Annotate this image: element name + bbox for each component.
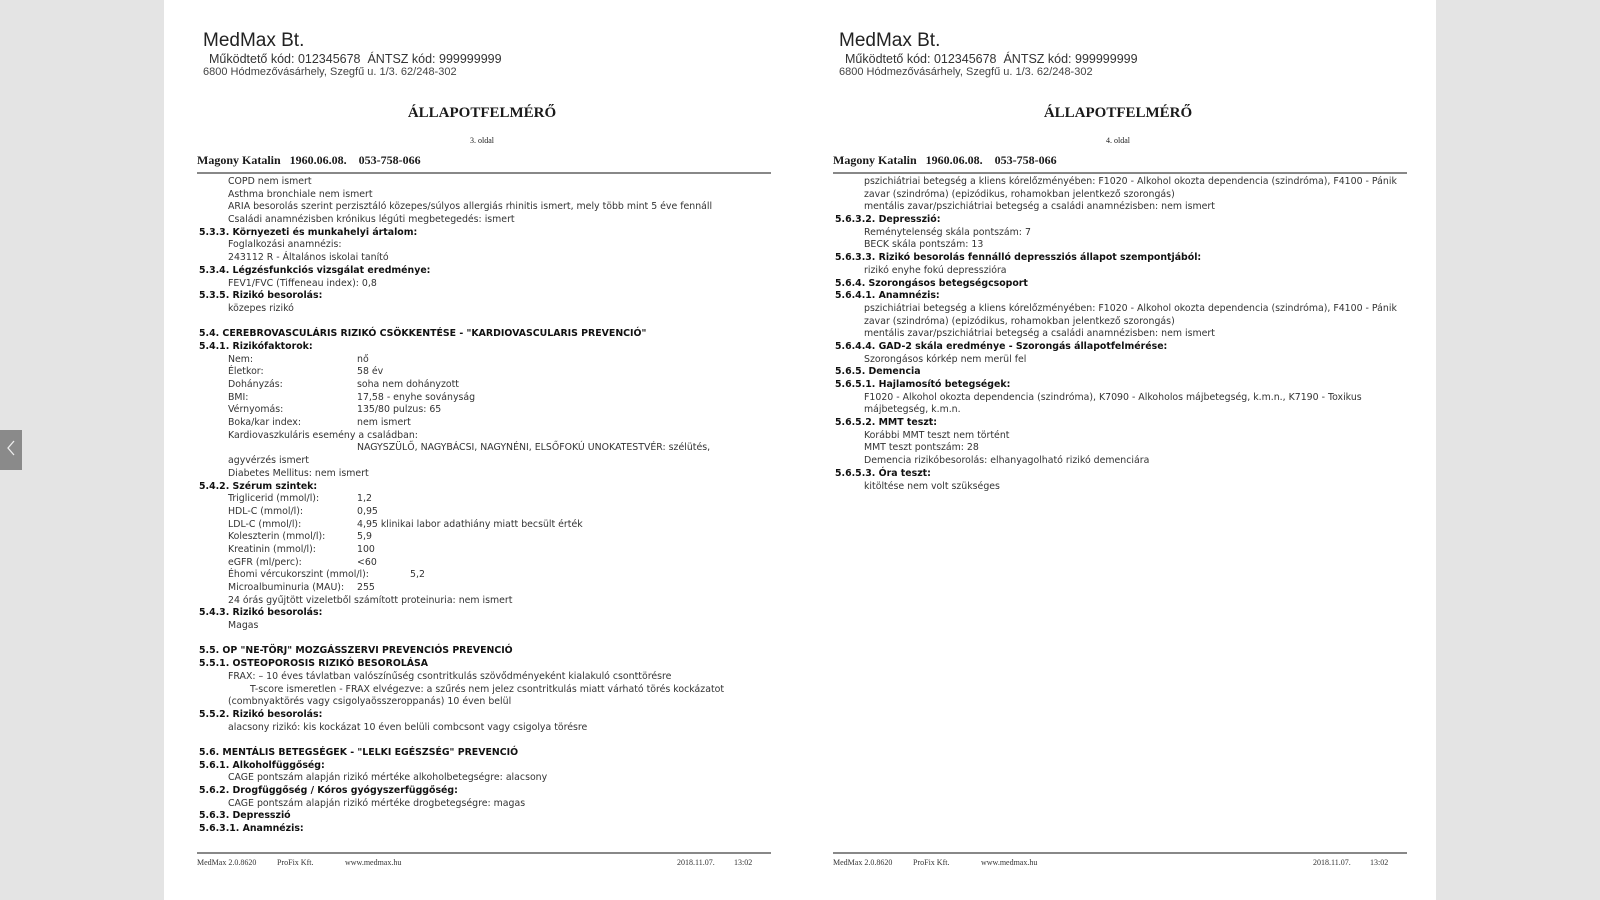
text-line: (combnyaktörés vagy csigolyaösszeroppanás) 10 éven belül: [228, 696, 512, 708]
section-heading: 5.5.1. OSTEOPOROSIS RIZIKÓ BESOROLÁSA: [199, 658, 429, 670]
text-line: mentális zavar/pszichiátriai betegség a családi anamnézisben: nem ismert: [864, 328, 1215, 340]
field-row: [197, 506, 773, 519]
field-row: [197, 366, 773, 379]
text-line: Szorongásos kórkép nem merül fel: [864, 353, 1027, 365]
text-line: Foglalkozási anamnézis:: [228, 239, 342, 251]
text-line: pszichiátriai betegség a kliens kórelőzményében: F1020 - Alkohol okozta dependencia (szindróma), F4100 - Pánik: [864, 302, 1397, 314]
company-codes: Működtető kód: 012345678 ÁNTSZ kód: 999999999: [845, 52, 1138, 66]
field-label: Éhomi vércukorszint (mmol/l):: [228, 569, 369, 581]
field-value: 135/80 pulzus: 65: [357, 404, 442, 416]
section-heading: 5.6.3. Depresszió: [199, 810, 291, 822]
spacer: [197, 734, 773, 747]
field-value: 1,2: [357, 493, 372, 505]
field-value: 58 év: [357, 366, 384, 378]
text-line: zavar (szindróma) (epizódikus, rohamokban jelentkező szorongás): [864, 188, 1175, 200]
field-row: [197, 442, 773, 455]
document-page-4: [833, 0, 1409, 900]
field-value: soha nem dohányzott: [357, 379, 459, 390]
text-line: CAGE pontszám alapján rizikó mértéke alkoholbetegségre: alacsony: [228, 772, 548, 784]
field-row: [197, 519, 773, 532]
section-heading: 5.6.1. Alkoholfüggőség:: [199, 759, 325, 771]
document-page-3: [197, 0, 773, 900]
field-value: 5,9: [357, 531, 372, 543]
footer-website: www.medmax.hu: [981, 858, 1038, 867]
footer-company: ProFix Kft.: [277, 858, 314, 867]
footer-version: MedMax 2.0.8620: [833, 858, 893, 867]
text-line: Asthma bronchiale nem ismert: [228, 188, 373, 200]
page-body: [197, 176, 773, 836]
text-line: FEV1/FVC (Tiffeneau index): 0,8: [228, 277, 377, 289]
field-row: [197, 404, 773, 417]
field-label: Kreatinin (mmol/l):: [228, 543, 316, 555]
footer-website: www.medmax.hu: [345, 858, 402, 867]
section-heading: 5.6.3.2. Depresszió:: [835, 214, 941, 226]
text-line: COPD nem ismert: [228, 176, 312, 187]
text-line: Diabetes Mellitus: nem ismert: [228, 467, 369, 479]
section-heading: 5.6.4.1. Anamnézis:: [835, 290, 940, 302]
page-body: [833, 176, 1409, 493]
section-heading: 5.5.2. Rizikó besorolás:: [199, 708, 323, 720]
spacer: [197, 633, 773, 646]
field-label: HDL-C (mmol/l):: [228, 505, 304, 517]
page-number: 4. oldal: [1106, 136, 1130, 145]
field-label: [228, 442, 357, 455]
field-value: 0,95: [357, 505, 378, 517]
header-divider: [197, 172, 771, 174]
text-line: májbetegség, k.m.n.: [864, 404, 961, 416]
field-label: BMI:: [228, 391, 249, 403]
section-heading: 5.6. MENTÁLIS BETEGSÉGEK - "LELKI EGÉSZSÉG" PREVENCIÓ: [199, 746, 519, 758]
company-address: 6800 Hódmezővásárhely, Szegfű u. 1/3. 62/248-302: [203, 66, 457, 78]
section-heading: 5.3.3. Környezeti és munkahelyi ártalom:: [199, 226, 418, 238]
text-line: Családi anamnézisben krónikus légúti megbetegedés: ismert: [228, 214, 515, 226]
text-line: CAGE pontszám alapján rizikó mértéke drogbetegségre: magas: [228, 797, 526, 809]
field-row: [197, 544, 773, 557]
field-row: [197, 417, 773, 430]
spacer: [197, 316, 773, 329]
text-line: 243112 R - Általános iskolai tanító: [228, 252, 389, 264]
page-number: 3. oldal: [470, 136, 494, 145]
field-label: LDL-C (mmol/l):: [228, 518, 302, 530]
document-title: ÁLLAPOTFELMÉRŐ: [1043, 105, 1193, 121]
field-value: 255: [357, 582, 375, 593]
field-value: nő: [357, 353, 369, 365]
field-label: Microalbuminuria (MAU):: [228, 582, 345, 593]
footer-time: 13:02: [1370, 858, 1389, 867]
section-heading: 5.6.3.3. Rizikó besorolás fennálló depressziós állapot szempontjából:: [835, 252, 1202, 264]
text-line: kitöltése nem volt szükséges: [864, 480, 1000, 492]
text-line: pszichiátriai betegség a kliens kórelőzményében: F1020 - Alkohol okozta dependencia (szindróma), F4100 - Pánik: [864, 176, 1397, 187]
field-label: Koleszterin (mmol/l):: [228, 531, 326, 543]
text-line: F1020 - Alkohol okozta dependencia (szindróma), K7090 - Alkoholos májbetegség, k.m.n., K7190 - Toxikus: [864, 391, 1362, 403]
footer-date: 2018.11.07.: [677, 858, 715, 867]
text-line: Korábbi MMT teszt nem történt: [864, 429, 1010, 441]
text-line: Reménytelenség skála pontszám: 7: [864, 226, 1031, 238]
section-heading: 5.6.3.1. Anamnézis:: [199, 823, 304, 835]
company-name: MedMax Bt.: [839, 30, 941, 51]
company-name: MedMax Bt.: [203, 30, 305, 51]
field-label: eGFR (ml/perc):: [228, 556, 302, 568]
text-line: alacsony rizikó: kis kockázat 10 éven belüli combcsont vagy csigolya törésre: [228, 721, 588, 733]
patient-info: Magony Katalin 1960.06.08. 053-758-066: [197, 153, 421, 167]
field-row: [197, 557, 773, 570]
section-heading: 5.3.5. Rizikó besorolás:: [199, 290, 323, 302]
field-row: [197, 379, 773, 392]
section-heading: 5.6.2. Drogfüggőség / Kóros gyógyszerfüggőség:: [199, 785, 458, 796]
document-title: ÁLLAPOTFELMÉRŐ: [407, 105, 557, 121]
header-divider: [833, 172, 1407, 174]
text-line: 24 órás gyűjtött vizeletből számított proteinuria: nem ismert: [228, 594, 513, 606]
section-heading: 5.6.5.1. Hajlamosító betegségek:: [835, 379, 1011, 390]
field-value: 5,2: [410, 569, 425, 581]
text-line: mentális zavar/pszichiátriai betegség a családi anamnézisben: nem ismert: [864, 201, 1215, 213]
text-line: Kardiovaszkuláris esemény a családban:: [228, 429, 418, 441]
footer-date: 2018.11.07.: [1313, 858, 1351, 867]
footer-divider: [833, 852, 1407, 854]
field-value: 100: [357, 543, 375, 555]
field-row: [197, 582, 773, 595]
field-value: 17,58 - enyhe soványság: [357, 391, 476, 403]
section-heading: 5.6.5. Demencia: [835, 366, 921, 378]
field-row: [197, 531, 773, 544]
text-line: ARIA besorolás szerint perzisztáló közepes/súlyos allergiás rhinitis ismert, mely több mint 5 éve fennáll: [228, 201, 713, 213]
field-label: Dohányzás:: [228, 379, 283, 390]
field-label: Életkor:: [228, 366, 264, 378]
footer-version: MedMax 2.0.8620: [197, 858, 257, 867]
section-heading: 5.4.3. Rizikó besorolás:: [199, 607, 323, 619]
footer-company: ProFix Kft.: [913, 858, 950, 867]
section-heading: 5.5. OP "NE-TÖRJ" MOZGÁSSZERVI PREVENCIÓS PREVENCIÓ: [199, 645, 513, 657]
section-heading: 5.6.5.2. MMT teszt:: [835, 417, 938, 429]
patient-info: Magony Katalin 1960.06.08. 053-758-066: [833, 153, 1057, 167]
section-heading: 5.4.1. Rizikófaktorok:: [199, 340, 313, 352]
field-value: nem ismert: [357, 417, 411, 429]
field-label: Vérnyomás:: [228, 404, 284, 416]
field-row: [197, 569, 773, 582]
text-line: rizikó enyhe fokú depresszióra: [864, 264, 1007, 276]
company-address: 6800 Hódmezővásárhely, Szegfű u. 1/3. 62/248-302: [839, 66, 1093, 78]
footer-time: 13:02: [734, 858, 753, 867]
text-line: Magas: [228, 620, 259, 632]
text-line: MMT teszt pontszám: 28: [864, 442, 979, 454]
text-line: BECK skála pontszám: 13: [864, 239, 984, 251]
field-row: [197, 493, 773, 506]
field-row: [197, 392, 773, 405]
footer-divider: [197, 852, 771, 854]
text-line: Demencia rizikóbesorolás: elhanyagolható rizikó demenciára: [864, 455, 1150, 467]
text-line: agyvérzés ismert: [228, 455, 309, 467]
section-heading: 5.6.4. Szorongásos betegségcsoport: [835, 277, 1028, 289]
field-value: NAGYSZÜLŐ, NAGYBÁCSI, NAGYNÉNI, ELSŐFOKÚ UNOKATESTVÉR: szélütés,: [357, 442, 711, 454]
text-line: T-score ismeretlen - FRAX elvégezve: a szűrés nem jelez csontritkulás miatt várható törés kockázatot: [250, 683, 725, 695]
field-label: Boka/kar index:: [228, 417, 301, 429]
previous-page-button[interactable]: [0, 430, 22, 470]
text-line: zavar (szindróma) (epizódikus, rohamokban jelentkező szorongás): [864, 315, 1175, 327]
text-line: közepes rizikó: [228, 302, 294, 314]
section-heading: 5.4.2. Szérum szintek:: [199, 480, 318, 492]
field-label: Nem:: [228, 353, 254, 365]
text-line: FRAX: – 10 éves távlatban valószínűség csontritkulás szövődményeként kialakuló csonttörésre: [228, 670, 672, 682]
field-value: 4,95 klinikai labor adathiány miatt becsült érték: [357, 518, 583, 530]
field-label: Triglicerid (mmol/l):: [228, 493, 320, 505]
field-value: <60: [357, 556, 377, 568]
section-heading: 5.3.4. Légzésfunkciós vizsgálat eredménye:: [199, 264, 431, 276]
section-heading: 5.6.5.3. Óra teszt:: [835, 467, 931, 479]
section-heading: 5.4. CEREBROVASCULÁRIS RIZIKÓ CSÖKKENTÉSE - "KARDIOVASCULARIS PREVENCIÓ": [199, 328, 647, 340]
chevron-left-icon: [6, 439, 16, 461]
section-heading: 5.6.4.4. GAD-2 skála eredménye - Szorongás állapotfelmérése:: [835, 340, 1168, 352]
company-codes: Működtető kód: 012345678 ÁNTSZ kód: 999999999: [209, 52, 502, 66]
field-row: [197, 354, 773, 367]
